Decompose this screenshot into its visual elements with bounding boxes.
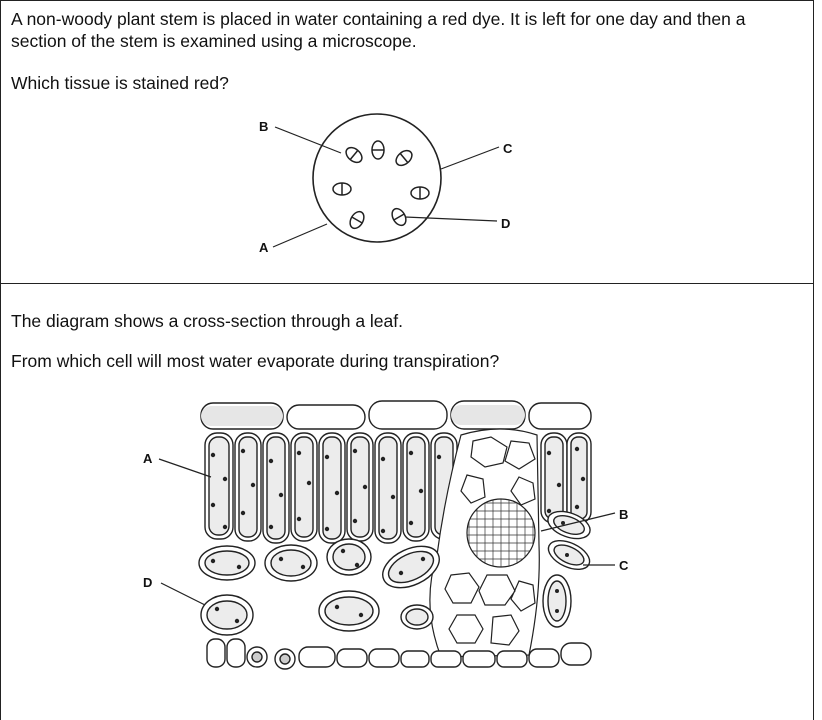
leader-line-d <box>161 583 205 605</box>
guard-cell <box>275 649 295 669</box>
spongy-cell <box>265 545 317 581</box>
label-c: C <box>503 141 513 156</box>
label-b: B <box>619 507 629 522</box>
palisade-cell <box>375 433 401 543</box>
spongy-cell <box>199 546 255 580</box>
palisade-cell <box>205 433 233 539</box>
stem-cross-section-diagram <box>241 109 541 269</box>
palisade-cell <box>403 433 429 541</box>
upper-epidermis <box>201 401 591 429</box>
vascular-bundle <box>333 183 351 195</box>
spongy-cell <box>543 575 571 627</box>
label-d: D <box>501 216 511 231</box>
spongy-cell <box>201 595 253 635</box>
spongy-cell <box>327 539 371 575</box>
palisade-cell <box>235 433 261 541</box>
vascular-bundle <box>411 187 429 199</box>
label-a: A <box>259 240 269 255</box>
palisade-cell <box>319 433 345 543</box>
q1-question: Which tissue is stained red? <box>11 73 229 93</box>
vascular-bundle <box>372 141 384 159</box>
palisade-cell <box>347 433 373 541</box>
spongy-cell <box>319 591 379 631</box>
guard-cell <box>247 647 267 667</box>
stem-outline <box>313 114 441 242</box>
leader-line-c <box>441 147 499 169</box>
palisade-cell <box>263 433 289 543</box>
q1-stem-line-2: section of the stem is examined using a microscope. <box>11 31 417 51</box>
label-b: B <box>259 119 269 134</box>
q2-intro: The diagram shows a cross-section through a leaf. <box>11 311 403 331</box>
label-a: A <box>143 451 153 466</box>
palisade-cell <box>291 433 317 541</box>
palisade-cell <box>567 433 591 523</box>
palisade-cell <box>541 433 567 523</box>
question-2-panel <box>0 283 814 720</box>
q2-question: From which cell will most water evaporate during transpiration? <box>11 351 500 371</box>
question-1-panel <box>0 0 814 284</box>
leader-line-a <box>273 224 327 247</box>
label-d: D <box>143 575 153 590</box>
lower-epidermis <box>207 639 591 669</box>
leader-line-a <box>159 459 211 477</box>
q1-stem-line-1: A non-woody plant stem is placed in water containing a red dye. It is left for one day and then a <box>11 9 746 29</box>
spongy-cell <box>401 605 433 629</box>
label-c: C <box>619 558 629 573</box>
leaf-cross-section-diagram <box>121 395 641 695</box>
